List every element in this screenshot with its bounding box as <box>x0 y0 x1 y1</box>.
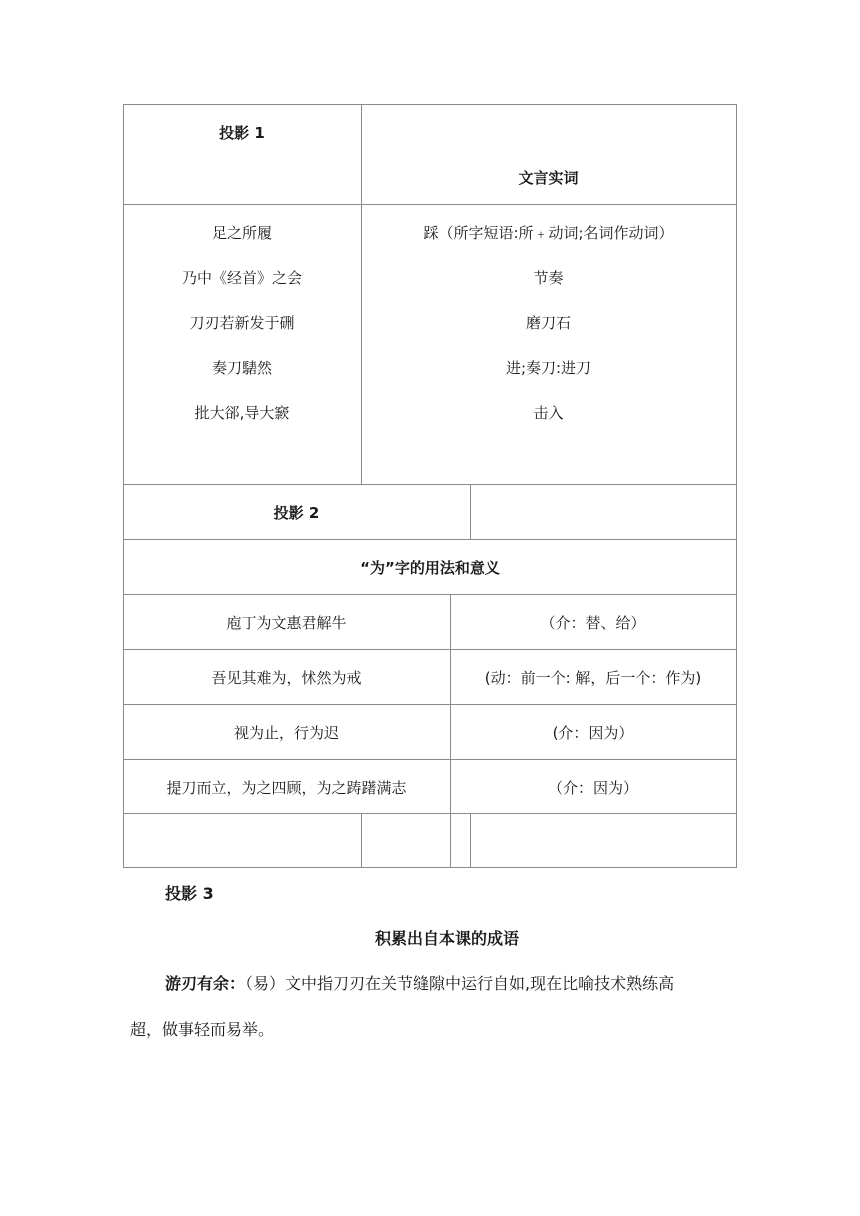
table2-meaning: (介：因为） <box>552 724 634 742</box>
table2-header-left: 投影 2 <box>273 504 320 522</box>
table1-phrase: 批大郤,导大窾 <box>194 404 290 422</box>
table2-border-mid <box>470 484 471 540</box>
table1-meaning: 节奏 <box>533 269 564 287</box>
table1-phrase: 乃中《经首》之会 <box>181 269 302 287</box>
idiom-definition: （易）文中指刀刃在关节缝隙中运行自如,现在比喻技术熟练高 <box>245 974 675 993</box>
table1-phrase: 足之所履 <box>211 224 272 242</box>
table2-border-right <box>736 484 737 868</box>
table2-border <box>123 813 737 814</box>
table2-border <box>123 539 737 540</box>
section3-label: 投影 3 <box>165 884 214 903</box>
table2-border-empty <box>470 813 471 868</box>
idiom-term: 游刃有余： <box>165 974 246 993</box>
idiom-paragraph <box>165 972 674 996</box>
table2-sentence: 庖丁为文惠君解牛 <box>226 614 347 632</box>
table2-sentence: 提刀而立，为之四顾，为之踌躇满志 <box>166 779 407 797</box>
table1-border-left <box>123 104 124 485</box>
table1-header-left: 投影 1 <box>219 124 265 142</box>
table2-sentence: 视为止，行为迟 <box>233 724 339 742</box>
table1-meaning: 磨刀石 <box>525 314 571 332</box>
table1-border-header <box>123 204 737 205</box>
table2-sentence: 吾见其难为，怵然为戒 <box>211 669 362 687</box>
table1-border-mid <box>361 104 362 485</box>
table1-phrase: 刀刃若新发于硎 <box>189 314 295 332</box>
table2-title: “为”字的用法和意义 <box>360 559 500 577</box>
section3-title: 积累出自本课的成语 <box>374 929 519 948</box>
table2-border <box>123 649 737 650</box>
table2-meaning: (动：前一个: 解，后一个：作为) <box>484 669 702 687</box>
table1-meaning: 击入 <box>533 404 564 422</box>
table2-border-empty <box>361 813 362 868</box>
table2-border <box>123 704 737 705</box>
table1-phrase: 奏刀騞然 <box>211 359 272 377</box>
table2-meaning: （介：替、给） <box>540 614 646 632</box>
table1-header-right: 文言实词 <box>518 169 579 187</box>
table1-meaning: 进;奏刀:进刀 <box>505 359 592 377</box>
table2-meaning: （介：因为） <box>547 779 638 797</box>
table2-border-bottom <box>123 867 737 868</box>
table1-border-right <box>736 104 737 485</box>
table1-border-top <box>123 104 737 105</box>
table1-meaning: 踩（所字短语:所﹢动词;名词作动词） <box>423 224 674 242</box>
table2-border <box>123 759 737 760</box>
idiom-definition-continued: 超，做事轻而易举。 <box>130 1020 275 1039</box>
table2-border-top <box>123 484 737 485</box>
table2-border <box>123 594 737 595</box>
